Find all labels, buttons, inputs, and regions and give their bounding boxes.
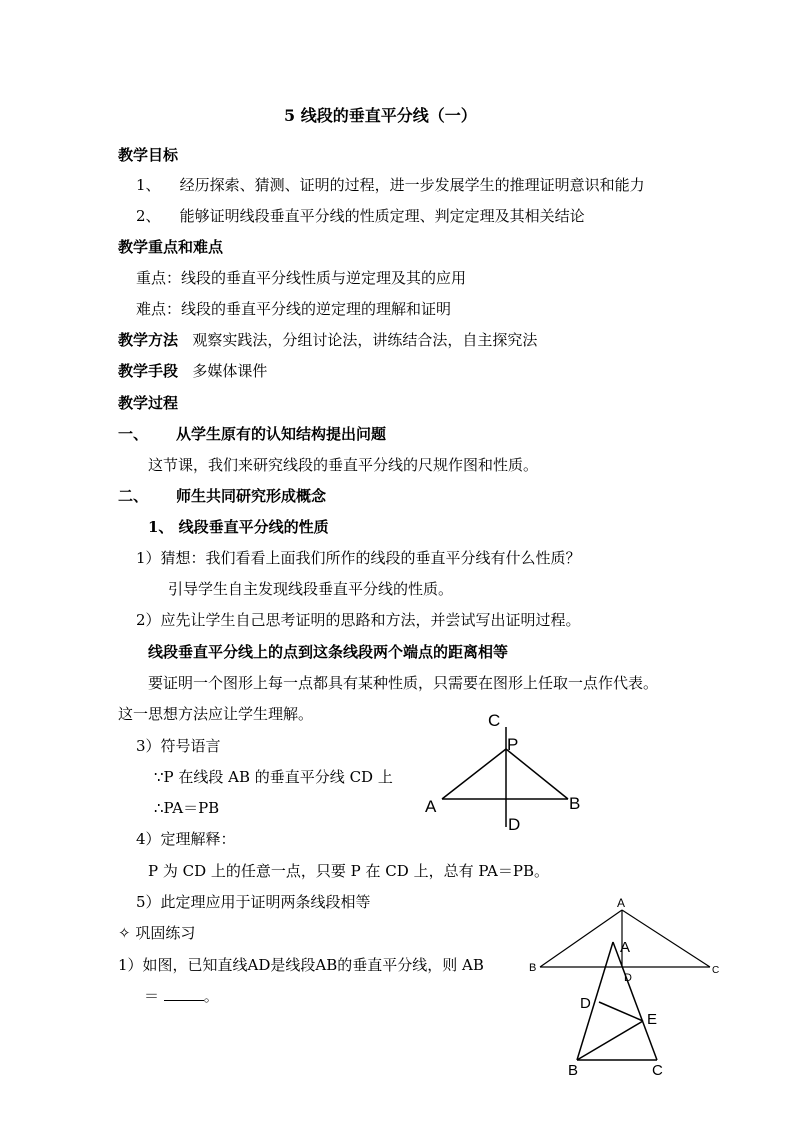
section-1-title: 从学生原有的认知结构提出问题 [176,425,387,443]
goal-text: 能够证明线段垂直平分线的性质定理、判定定理及其相关结论 [179,207,585,225]
equals-sign: ＝ [144,987,160,1005]
label-b: B [529,962,537,974]
para-explain-text: P 为 CD 上的任意一点，只要 P 在 CD 上，总有 PA＝PB。 [148,862,550,880]
process-heading: 教学过程 [118,394,179,412]
symbolic-therefore: ∴PA＝PB [154,799,220,817]
label-c: C [712,965,720,976]
label-c: C [652,1062,663,1079]
question-1-answer-line [144,986,219,1006]
focus-text: 重点：线段的垂直平分线性质与逆定理及其的应用 [136,269,467,287]
page-title: 5 线段的垂直平分线（一） [284,106,477,125]
label-d: D [624,972,632,984]
goals-heading: 教学目标 [118,146,179,164]
figure-triangle-de [565,930,680,1080]
question-1: 1）如图，已知直线AD是线段AB的垂直平分线，则 AB [118,956,484,974]
means-label: 教学手段 [118,362,179,380]
goal-text: 经历探索、猜测、证明的过程，进一步发展学生的推理证明意识和能力 [179,176,645,194]
para-symbolic: 3）符号语言 [136,737,221,755]
difficulty-text: 难点：线段的垂直平分线的逆定理的理解和证明 [136,300,452,318]
label-b: B [569,794,581,813]
goal-num: 2、 [136,207,161,225]
label-e: E [647,1011,658,1028]
goal-item-2 [136,206,585,226]
practice-heading: ✧ 巩固练习 [118,924,196,942]
label-c: C [488,711,501,730]
label-p: P [507,735,519,754]
segment-pb [506,749,568,799]
para-guess: 1）猜想：我们看看上面我们所作的线段的垂直平分线有什么性质？ [136,549,581,567]
para-proof: 2）应先让学生自己思考证明的思路和方法，并尝试写出证明过程。 [136,611,581,629]
label-a: A [620,939,631,956]
segment-pa [442,749,506,799]
method-line [118,330,537,350]
para-guess-guide: 引导学生自主发现线段垂直平分线的性质。 [168,580,454,598]
answer-blank[interactable] [164,986,204,1001]
means-text: 多媒体课件 [192,362,268,380]
section-2-title: 师生共同研究形成概念 [176,487,327,505]
goal-num: 1、 [136,176,161,194]
method-label: 教学方法 [118,331,179,349]
theorem-statement: 线段垂直平分线上的点到这条线段两个端点的距离相等 [148,643,509,661]
para-explain: 4）定理解释： [136,830,236,848]
label-a: A [617,896,626,910]
label-d: D [580,995,591,1012]
symbolic-because: ∵P 在线段 AB 的垂直平分线 CD 上 [154,768,393,786]
method-text: 观察实践法，分组讨论法，讲练结合法，自主探究法 [192,331,538,349]
figure-perpendicular-bisector [420,705,590,835]
means-line [118,361,267,381]
label-a: A [425,797,437,816]
para-application: 5）此定理应用于证明两条线段相等 [136,893,371,911]
keypoints-heading: 教学重点和难点 [118,238,224,256]
subsection-1: 1、 线段垂直平分线的性质 [148,518,329,536]
section-2-num: 二、 [118,487,149,505]
label-d: D [508,815,521,834]
segment-ac [613,942,657,1060]
para-representative-cont: 这一思想方法应让学生理解。 [118,705,314,723]
label-b: B [568,1062,579,1079]
period: 。 [203,987,219,1005]
section-1-text: 这节课，我们来研究线段的垂直平分线的尺规作图和性质。 [148,456,539,474]
para-representative: 要证明一个图形上每一点都具有某种性质，只需要在图形上任取一点作代表。 [148,674,659,692]
goal-item-1 [136,175,645,195]
section-1-num: 一、 [118,425,149,443]
